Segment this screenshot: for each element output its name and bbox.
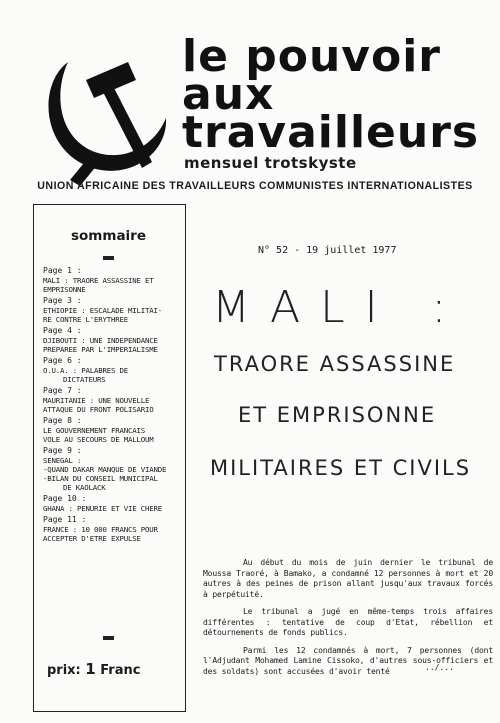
toc-page-label: Page 8 : [43, 416, 82, 425]
masthead-subtitle: mensuel trotskyste [184, 154, 357, 172]
toc-entry [43, 356, 185, 384]
toc-page-label: Page 9 : [43, 446, 82, 455]
toc-page-label: Page 3 : [43, 296, 82, 305]
toc-entry [43, 416, 185, 444]
masthead-title-line2: aux [182, 69, 275, 120]
price-amount: 1 [85, 660, 96, 678]
toc-page-label: Page 4 : [43, 326, 82, 335]
table-of-contents [43, 264, 185, 543]
toc-line: SENEGAL : [43, 456, 82, 465]
toc-page-label: Page 1 : [43, 266, 82, 275]
masthead-title-line3: travailleurs [182, 107, 480, 158]
toc-line: DJIBOUTI : UNE INDEPENDANCE [43, 336, 158, 345]
sommaire-title: sommaire [71, 228, 146, 244]
price-label [47, 660, 140, 678]
toc-entry [43, 296, 185, 324]
toc-entry [43, 494, 185, 513]
hammer-sickle-icon [32, 40, 184, 192]
divider-marker [103, 256, 114, 260]
toc-line: EMPRISONNE [43, 285, 86, 294]
toc-entry [43, 515, 185, 543]
toc-line: GHANA : PENURIE ET VIE CHERE [43, 504, 162, 513]
toc-line: RE CONTRE L'ERYTHREE [43, 315, 128, 324]
toc-line: DICTATEURS [63, 375, 106, 384]
toc-entry [43, 326, 185, 354]
organization-name: UNION AFRICAINE DES TRAVAILLEURS COMMUNISTES INTERNATIONALISTES [37, 180, 473, 192]
toc-page-label: Page 6 : [43, 356, 82, 365]
toc-entry [43, 266, 185, 294]
subheadline: ET EMPRISONNE [238, 403, 437, 427]
price-unit: Franc [95, 663, 141, 678]
toc-line: -QUAND DAKAR MANQUE DE VIANDE [43, 465, 167, 474]
masthead-title-line1: le pouvoir [182, 31, 441, 82]
headline: MALI : [212, 282, 467, 333]
toc-line: MAURITANIE : UNE NOUVELLE [43, 396, 150, 405]
toc-line: DE KAOLACK [63, 483, 106, 492]
toc-entry [43, 446, 185, 492]
toc-line: -BILAN DU CONSEIL MUNICIPAL [43, 474, 158, 483]
issue-number-date: N° 52 - 19 juillet 1977 [258, 245, 397, 256]
toc-page-label: Page 10 : [43, 494, 87, 503]
toc-line: MALI : TRAORE ASSASSINE ET [43, 276, 154, 285]
price-prefix: prix: [47, 663, 86, 678]
toc-line: VOLE AU SECOURS DE MALLOUM [43, 435, 154, 444]
toc-line: FRANCE : 10 000 FRANCS POUR [43, 525, 158, 534]
toc-page-label: Page 7 : [43, 386, 82, 395]
article-paragraph: Le tribunal a jugé en même-temps trois affaires différentes : tentative de coup d'Etat, rébellion et détournements de fonds publics. [203, 607, 493, 637]
toc-line: ACCEPTER D'ETRE EXPULSE [43, 534, 141, 543]
toc-line: PREPAREE PAR L'IMPERIALISME [43, 345, 158, 354]
toc-line: ETHIOPIE : ESCALADE MILITAI- [43, 306, 162, 315]
toc-page-label: Page 11 : [43, 515, 87, 524]
toc-line: ATTAQUE DU FRONT POLISARIO [43, 405, 154, 414]
divider-marker [103, 636, 114, 640]
continued-marker: ../... [425, 663, 454, 672]
toc-line: O.U.A. : PALABRES DE [43, 366, 128, 375]
toc-line: LE GOUVERNEMENT FRANCAIS [43, 426, 145, 435]
toc-entry [43, 386, 185, 414]
subheadline: TRAORE ASSASSINE [214, 352, 456, 376]
subheadline: MILITAIRES ET CIVILS [210, 456, 472, 480]
article-paragraph: Parmi les 12 condamnés à mort, 7 personnes (dont l'Adjudant Mohamed Lamine Cissoko, d'autres sous-officiers et des soldats) sont accusées d'avoir tenté [203, 645, 493, 676]
article-paragraph: Au début du mois de juin dernier le tribunal de Moussa Traoré, à Bamako, a condamné 12 personnes à mort et 20 autres à des peines de prison allant jusqu'aux travaux forcés à perpétuité. [203, 558, 493, 599]
